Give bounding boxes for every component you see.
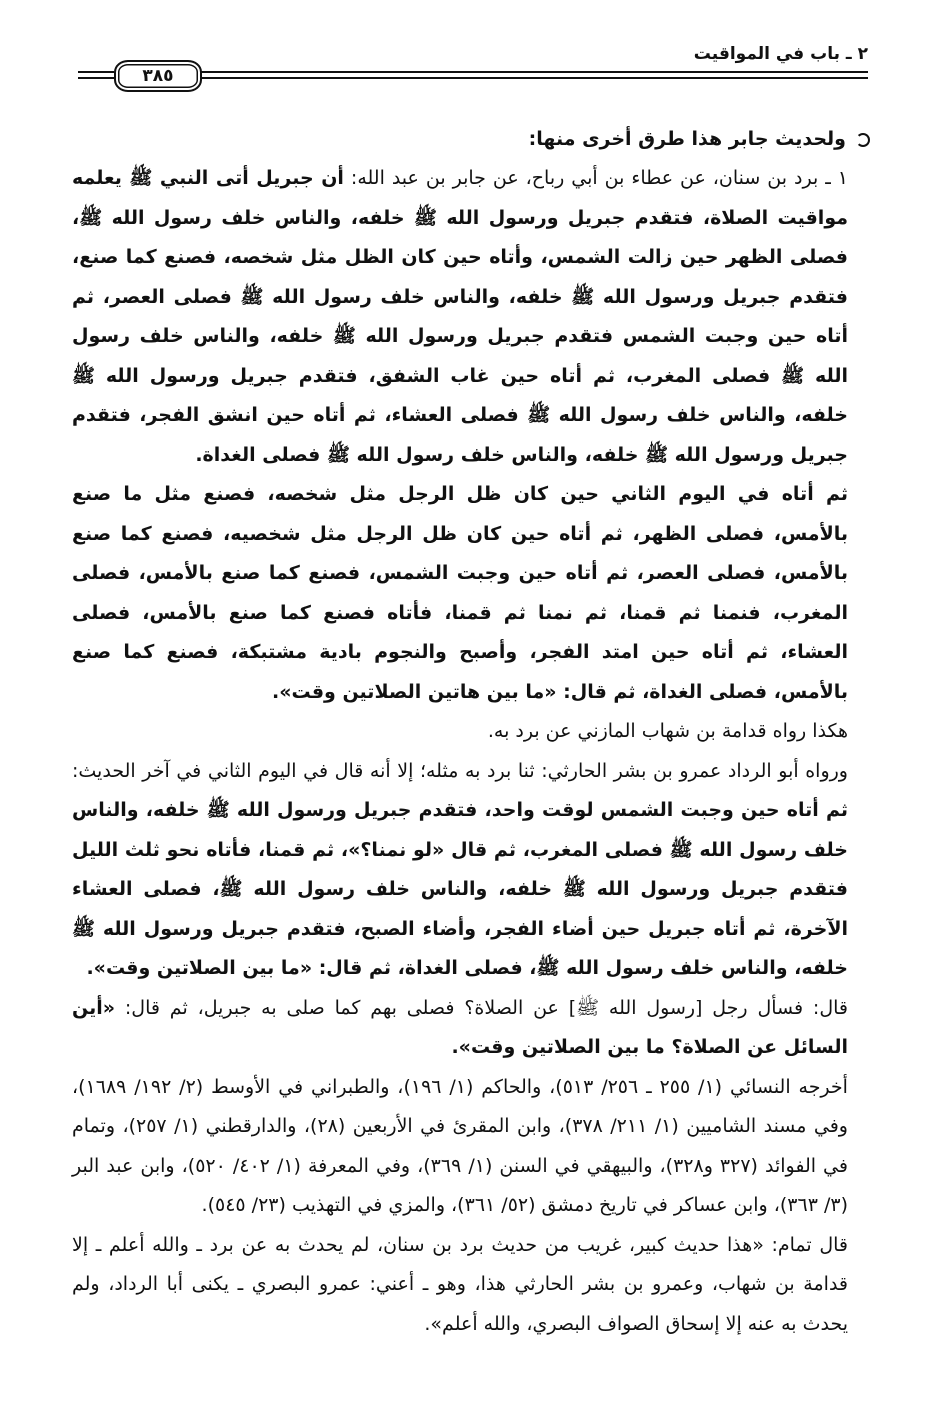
chain-text: ١ ـ برد بن سنان، عن عطاء بن أبي رباح، عن جابر بن عبد الله:: [343, 167, 848, 189]
matn-text: ثم أتاه في اليوم الثاني حين كان ظل الرجل مثل شخصه، فصنع مثل ما صنع بالأمس، فصلى الظهر، ثم أتاه حين كان ظل الرجل مثل شخصيه، فصنع كما صنع بالأمس، فصلى العصر، ثم أتاه حين وجبت الشمس، فصنع كما صنع بالأمس، فصلى المغرب، فنمنا ثم قمنا، ثم نمنا ثم قمنا، فأتاه فصنع كما صنع بالأمس، فصلى العشاء، ثم أتاه حين امتد الفجر، وأصبح والنجوم بادية مشتبكة، فصنع كما صنع بالأمس، فصلى الغداة، ثم قال: «ما بين هاتين الصلاتين وقت».: [72, 483, 848, 703]
running-header: [78, 44, 868, 104]
takhrij-text: أخرجه النسائي (١/ ٢٥٥ ـ ٢٥٦/ ٥١٣)، والحاكم (١/ ١٩٦)، والطبراني في الأوسط (٢/ ١٩٢/ ١٦٨٩)، وفي مسند الشاميين (١/ ٢١١/ ٣٧٨)، وابن المقرئ في الأربعين (٢٨)، والدارقطني (١/ ٢٥٧)، وتمام في الفوائد (٣٢٧ و٣٢٨)، والبيهقي في السنن (١/ ٣٦٩)، وفي المعرفة (١/ ٤٠٢/ ٥٢٠)، وابن عبد البر (٣/ ٣٦٣)، وابن عساكر في تاريخ دمشق (٥٢/ ٣٦١)، والمزي في التهذيب (٢٣/ ٥٤٥).: [72, 1075, 848, 1216]
hadith-paragraph: [72, 989, 870, 1068]
matn-text: ثم أتاه حين وجبت الشمس لوقت واحد، فتقدم جبريل ورسول الله ﷺ خلفه، والناس خلف رسول الله ﷺ فصلى المغرب، ثم قال «لو نمنا؟»، ثم قمنا، فأتاه نحو ثلث الليل فتقدم جبريل ورسول الله ﷺ خلفه، والناس خلف رسول الله ﷺ، فصلى العشاء الآخرة، ثم أتاه جبريل حين أضاء الفجر، وأضاء الصبح، فتقدم جبريل ورسول الله ﷺ خلفه، والناس خلف رسول الله ﷺ، فصلى الغداة، ثم قال: «ما بين الصلاتين وقت».: [72, 799, 848, 979]
commentary-text: قال تمام: «هذا حديث كبير، غريب من حديث برد بن سنان، لم يحدث به عن برد ـ والله أعلم ـ إلا قدامة بن شهاب، وعمرو بن بشر الحارثي هذا، وهو ـ أعني: عمرو البصري ـ يكنى أبا الرداد، ولم يحدث به عنه إلا إسحاق الصواف البصري، والله أعلم».: [72, 1233, 848, 1335]
chapter-title: ٢ ـ باب في المواقيت: [693, 44, 868, 64]
header-rule: [78, 71, 114, 73]
hadith-paragraph: [72, 475, 870, 712]
header-rule: [198, 71, 868, 73]
matn-text: «أين السائل عن الصلاة؟ ما بين الصلاتين وقت».: [72, 996, 848, 1058]
commentary-paragraph: [72, 1226, 870, 1345]
hadith-paragraph: [72, 752, 870, 989]
header-rule: [78, 77, 114, 79]
section-heading-text: ولحديث جابر هذا طرق أخرى منها:: [528, 128, 846, 150]
header-rule: [198, 77, 868, 79]
matn-text: أن جبريل أتى النبي ﷺ يعلمه مواقيت الصلاة، فتقدم جبريل ورسول الله ﷺ خلفه، والناس خلف رسول الله ﷺ، فصلى الظهر حين زالت الشمس، وأتاه حين كان الظل مثل شخصه، فصنع كما صنع، فتقدم جبريل ورسول الله ﷺ خلفه، والناس خلف رسول الله ﷺ فصلى العصر، ثم أتاه حين وجبت الشمس فتقدم جبريل ورسول الله ﷺ خلفه، والناس خلف رسول الله ﷺ فصلى المغرب، ثم أتاه حين غاب الشفق، فتقدم جبريل ورسول الله ﷺ خلفه، والناس خلف رسول الله ﷺ فصلى العشاء، ثم أتاه حين انشق الفجر، فتقدم جبريل ورسول الله ﷺ خلفه، والناس خلف رسول الله ﷺ فصلى الغداة.: [72, 167, 848, 466]
hadith-paragraph: [72, 159, 870, 475]
note-text: هكذا رواه قدامة بن شهاب المازني عن برد به.: [487, 720, 848, 742]
page-number: ٣٨٥: [142, 66, 174, 86]
takhrij-paragraph: [72, 1068, 870, 1226]
narration-note: [72, 712, 870, 752]
section-heading: [72, 120, 870, 159]
page-number-frame: [114, 60, 202, 92]
chain-text: قال: فسأل رجل [رسول الله ﷺ] عن الصلاة؟ فصلى بهم كما صلى به جبريل، ثم قال:: [115, 996, 848, 1019]
chain-text: ورواه أبو الرداد عمرو بن بشر الحارثي: ثنا برد به مثله؛ إلا أنه قال في اليوم الثاني في آخر الحديث:: [72, 759, 848, 782]
page-body: [72, 120, 870, 1344]
bullet-icon: [856, 133, 870, 147]
